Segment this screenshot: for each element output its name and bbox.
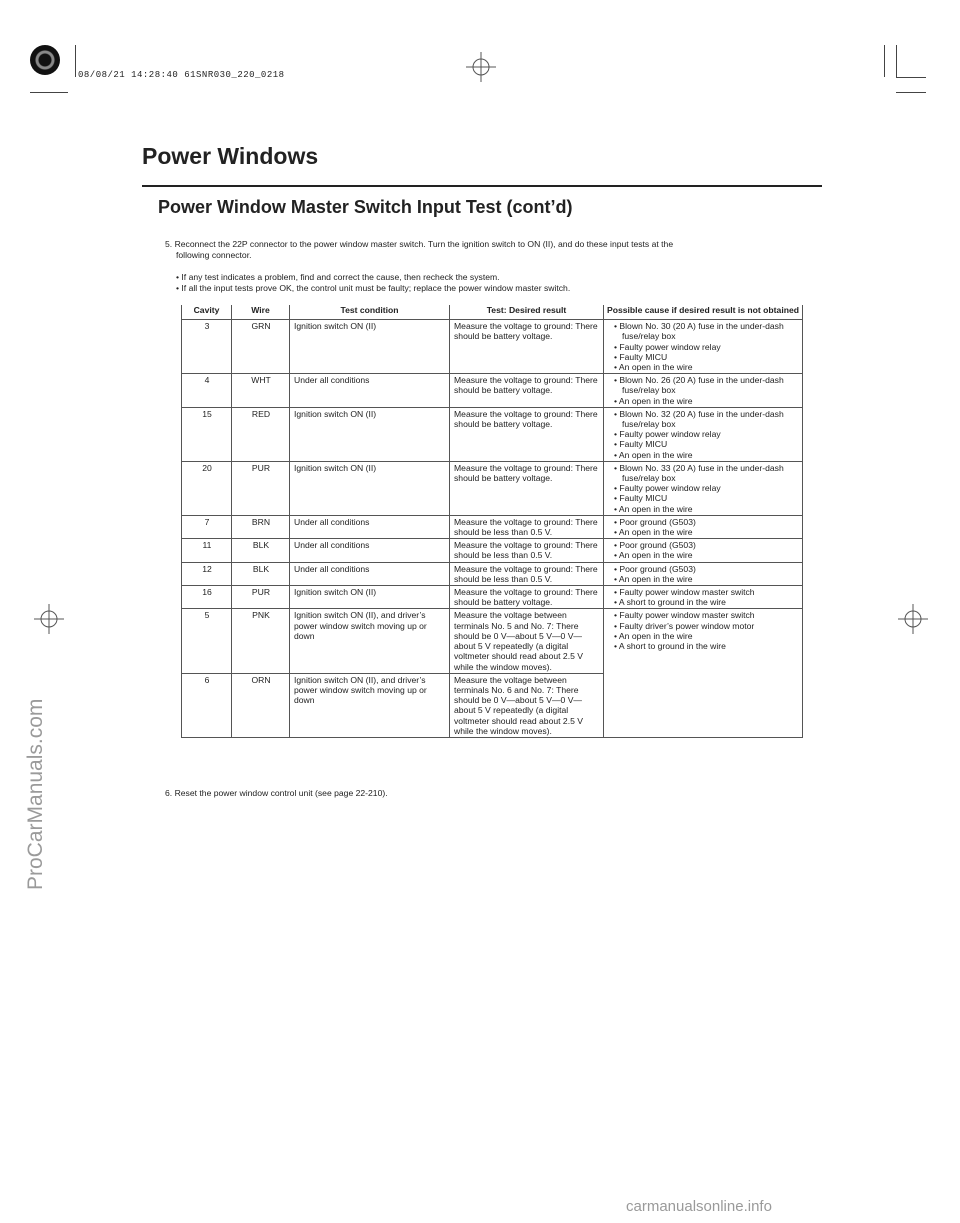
wire-cell: RED <box>232 407 290 461</box>
list-item: • If all the input tests prove OK, the control unit must be faulty; replace the power window master switch. <box>176 282 571 293</box>
column-header-possible-cause: Possible cause if desired result is not obtained <box>604 305 803 320</box>
condition-cell: Under all conditions <box>290 539 450 562</box>
cavity-cell: 11 <box>182 539 232 562</box>
wire-cell: WHT <box>232 374 290 408</box>
cause-item: • An open in the wire <box>608 396 799 406</box>
cause-item: • Faulty power window relay <box>608 429 799 439</box>
crop-line <box>30 92 68 93</box>
cavity-cell: 20 <box>182 461 232 515</box>
result-cell: Measure the voltage to ground: There should be less than 0.5 V. <box>450 562 604 585</box>
condition-cell: Under all conditions <box>290 515 450 538</box>
cause-cell <box>604 407 803 461</box>
condition-cell: Ignition switch ON (II) <box>290 320 450 374</box>
table-row <box>182 515 803 538</box>
condition-cell: Ignition switch ON (II) <box>290 461 450 515</box>
crop-line <box>896 45 897 77</box>
cause-item: • Faulty driver’s power window motor <box>608 621 799 631</box>
cause-item: • Faulty power window relay <box>608 342 799 352</box>
crop-line <box>884 45 885 77</box>
cavity-cell: 3 <box>182 320 232 374</box>
step-number: 6. <box>165 788 173 798</box>
cause-cell <box>604 539 803 562</box>
cause-item: • An open in the wire <box>608 550 799 560</box>
crop-line <box>75 45 76 77</box>
crop-line <box>896 77 926 78</box>
cause-cell <box>604 586 803 609</box>
wire-cell: PUR <box>232 461 290 515</box>
cause-item: • Faulty power window master switch <box>608 587 799 597</box>
cavity-cell: 5 <box>182 609 232 673</box>
wire-cell: BRN <box>232 515 290 538</box>
cavity-cell: 7 <box>182 515 232 538</box>
wire-cell: PUR <box>232 586 290 609</box>
column-header-cavity: Cavity <box>182 305 232 320</box>
result-cell: Measure the voltage to ground: There should be battery voltage. <box>450 586 604 609</box>
cause-cell <box>604 320 803 374</box>
step-number: 5. <box>165 239 173 249</box>
cause-cell <box>604 609 803 737</box>
column-header-wire: Wire <box>232 305 290 320</box>
crosshair-icon <box>466 52 496 82</box>
cause-item: • Faulty MICU <box>608 493 799 503</box>
step-5 <box>165 239 825 261</box>
result-cell: Measure the voltage between terminals No. 5 and No. 7: There should be 0 V—about 5 V—0 V— about 5 V repeatedly (a digital voltmeter should read about 2.5 V while the window moves). <box>450 609 604 673</box>
cavity-cell: 12 <box>182 562 232 585</box>
crop-line <box>896 92 926 93</box>
cause-item: • A short to ground in the wire <box>608 641 799 651</box>
cause-item: • An open in the wire <box>608 450 799 460</box>
print-stamp: 08/08/21 14:28:40 61SNR030_220_0218 <box>78 70 285 80</box>
crosshair-icon <box>898 604 928 634</box>
step-text: following connector. <box>176 250 252 260</box>
table-row <box>182 539 803 562</box>
step-6 <box>165 788 805 799</box>
result-cell: Measure the voltage to ground: There should be battery voltage. <box>450 407 604 461</box>
cause-item: • Poor ground (G503) <box>608 517 799 527</box>
side-watermark: ProCarManuals.com <box>24 698 47 890</box>
section-title: Power Windows <box>142 143 319 169</box>
step-text: Reset the power window control unit (see page 22-210). <box>174 788 388 798</box>
cause-cell <box>604 374 803 408</box>
cause-item: • An open in the wire <box>608 362 799 372</box>
bullet-list <box>176 272 816 293</box>
table-row <box>182 461 803 515</box>
cause-cell <box>604 515 803 538</box>
cause-item: • Blown No. 26 (20 A) fuse in the under-dash fuse/relay box <box>608 375 799 395</box>
list-item: • If any test indicates a problem, find and correct the cause, then recheck the system. <box>176 272 500 282</box>
cause-item: • An open in the wire <box>608 504 799 514</box>
table-row <box>182 586 803 609</box>
result-cell: Measure the voltage to ground: There should be battery voltage. <box>450 461 604 515</box>
cause-item: • An open in the wire <box>608 631 799 641</box>
table-row <box>182 562 803 585</box>
wire-cell: PNK <box>232 609 290 673</box>
wire-cell: BLK <box>232 562 290 585</box>
footer-watermark: carmanualsonline.info <box>626 1198 772 1215</box>
registration-mark-top-left <box>30 45 60 75</box>
cause-cell <box>604 461 803 515</box>
condition-cell: Under all conditions <box>290 562 450 585</box>
input-test-table <box>181 305 803 738</box>
table-header-row <box>182 305 803 320</box>
step-text: Reconnect the 22P connector to the power window master switch. Turn the ignition switch to ON (II), and do these input tests at the <box>174 239 674 249</box>
cause-item: • An open in the wire <box>608 574 799 584</box>
table-row <box>182 407 803 461</box>
title-rule <box>142 185 822 187</box>
condition-cell: Under all conditions <box>290 374 450 408</box>
cause-item: • Poor ground (G503) <box>608 564 799 574</box>
condition-cell: Ignition switch ON (II), and driver’s power window switch moving up or down <box>290 609 450 673</box>
column-header-desired-result: Test: Desired result <box>450 305 604 320</box>
cavity-cell: 16 <box>182 586 232 609</box>
cause-item: • Blown No. 30 (20 A) fuse in the under-dash fuse/relay box <box>608 321 799 341</box>
result-cell: Measure the voltage to ground: There should be battery voltage. <box>450 374 604 408</box>
cause-item: • Faulty MICU <box>608 352 799 362</box>
cavity-cell: 4 <box>182 374 232 408</box>
cause-item: • Blown No. 33 (20 A) fuse in the under-dash fuse/relay box <box>608 463 799 483</box>
wire-cell: ORN <box>232 673 290 737</box>
cause-cell <box>604 562 803 585</box>
subsection-title: Power Window Master Switch Input Test (cont’d) <box>158 197 573 217</box>
wire-cell: BLK <box>232 539 290 562</box>
column-header-test-condition: Test condition <box>290 305 450 320</box>
condition-cell: Ignition switch ON (II) <box>290 586 450 609</box>
cavity-cell: 15 <box>182 407 232 461</box>
table-row <box>182 320 803 374</box>
result-cell: Measure the voltage to ground: There should be less than 0.5 V. <box>450 539 604 562</box>
condition-cell: Ignition switch ON (II) <box>290 407 450 461</box>
table-row <box>182 374 803 408</box>
condition-cell: Ignition switch ON (II), and driver’s power window switch moving up or down <box>290 673 450 737</box>
cause-item: • Faulty power window master switch <box>608 610 799 620</box>
wire-cell: GRN <box>232 320 290 374</box>
table-row <box>182 609 803 673</box>
result-cell: Measure the voltage to ground: There should be less than 0.5 V. <box>450 515 604 538</box>
cause-item: • Faulty power window relay <box>608 483 799 493</box>
result-cell: Measure the voltage to ground: There should be battery voltage. <box>450 320 604 374</box>
cause-item: • Faulty MICU <box>608 439 799 449</box>
result-cell: Measure the voltage between terminals No. 6 and No. 7: There should be 0 V—about 5 V—0 V— about 5 V repeatedly (a digital voltmeter should read about 2.5 V while the window moves). <box>450 673 604 737</box>
cause-item: • A short to ground in the wire <box>608 597 799 607</box>
cause-item: • Blown No. 32 (20 A) fuse in the under-dash fuse/relay box <box>608 409 799 429</box>
cause-item: • An open in the wire <box>608 527 799 537</box>
cavity-cell: 6 <box>182 673 232 737</box>
cause-item: • Poor ground (G503) <box>608 540 799 550</box>
